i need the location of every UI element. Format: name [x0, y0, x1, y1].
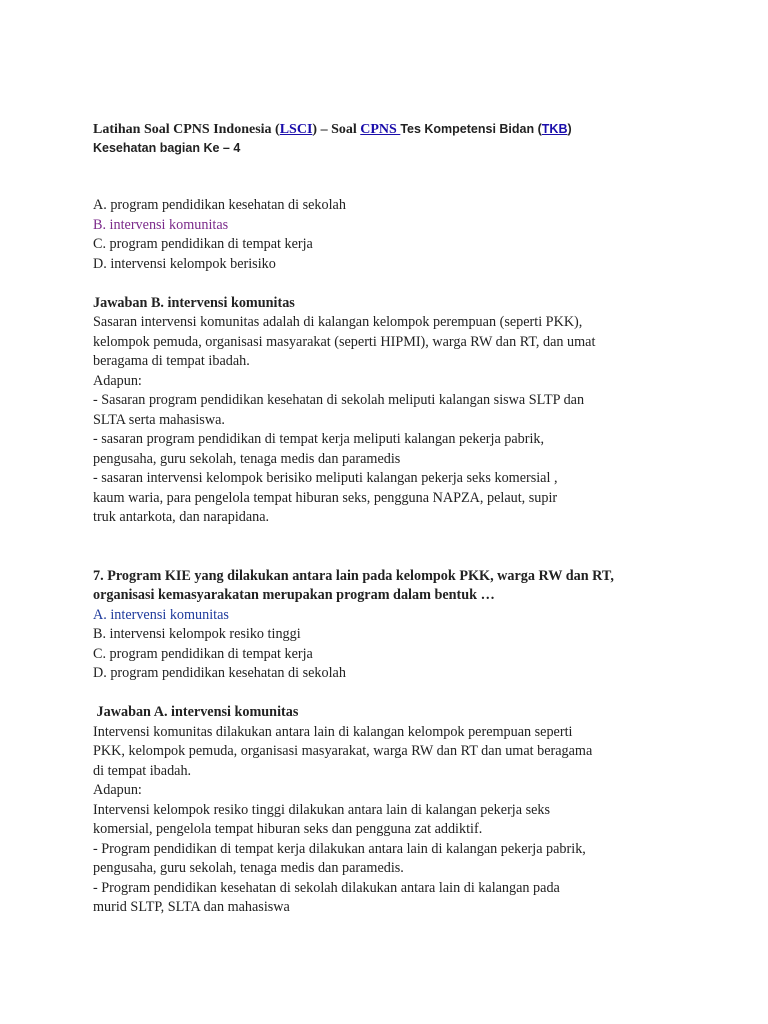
q7-explanation: [93, 723, 733, 918]
q6-explanation-line: kelompok pemuda, organisasi masyarakat (seperti HIPMI), warga RW dan RT, dan umat: [93, 333, 596, 350]
q7-explanation-line: di tempat ibadah.: [93, 762, 192, 779]
q6-explanation-line: kaum waria, para pengelola tempat hiburan seks, pengguna NAPZA, pelaut, supir: [93, 489, 558, 506]
q6-explanation-line: truk antarkota, dan narapidana.: [93, 509, 270, 525]
document-page: [93, 120, 733, 918]
title-text-1: Latihan Soal CPNS Indonesia (: [93, 122, 280, 137]
cpns-link[interactable]: CPNS: [360, 122, 401, 137]
q6-answer-title: Jawaban B. intervensi komunitas: [93, 294, 295, 311]
q7-option-a: A. intervensi komunitas: [93, 606, 229, 623]
q7-question-line: organisasi kemasyarakatan merupakan program dalam bentuk …: [93, 587, 495, 603]
q6-explanation-line: Sasaran intervensi komunitas adalah di kalangan kelompok perempuan (seperti PKK),: [93, 314, 583, 330]
document-title: [93, 120, 733, 139]
q7-question: [93, 567, 733, 606]
q7-explanation-line: murid SLTP, SLTA dan mahasiswa: [93, 899, 290, 915]
q7-explanation-line: Adapun:: [93, 782, 142, 798]
q7-question-line: 7. Program KIE yang dilakukan antara lain pada kelompok PKK, warga RW dan RT,: [93, 567, 614, 584]
tkb-link[interactable]: TKB: [541, 122, 568, 136]
q6-options: [93, 196, 733, 274]
title-text-2: ) – Soal: [312, 122, 361, 137]
q7-explanation-line: pengusaha, guru sekolah, tenaga medis dan paramedis.: [93, 860, 404, 876]
q7-answer-title: Jawaban A. intervensi komunitas: [93, 704, 299, 720]
q6-explanation: [93, 313, 733, 528]
q7-explanation-line: komersial, pengelola tempat hiburan seks dan pengguna zat addiktif.: [93, 821, 483, 837]
q7-explanation-line: Intervensi komunitas dilakukan antara lain di kalangan kelompok perempuan seperti: [93, 723, 573, 740]
q7-option-c: C. program pendidikan di tempat kerja: [93, 645, 313, 662]
q7-options: [93, 606, 733, 684]
q6-explanation-line: beragama di tempat ibadah.: [93, 353, 250, 369]
lsci-link[interactable]: LSCI: [279, 122, 313, 137]
title-text-4: ): [567, 122, 572, 136]
title-text-3: Tes Kompetensi Bidan (: [400, 122, 542, 136]
q6-explanation-line: - sasaran program pendidikan di tempat kerja meliputi kalangan pekerja pabrik,: [93, 431, 545, 447]
q6-explanation-line: SLTA serta mahasiswa.: [93, 411, 225, 428]
q6-explanation-line: pengusaha, guru sekolah, tenaga medis dan paramedis: [93, 450, 401, 467]
q7-explanation-line: PKK, kelompok pemuda, organisasi masyarakat, warga RW dan RT dan umat beragama: [93, 743, 593, 759]
document-subtitle: Kesehatan bagian Ke – 4: [93, 141, 241, 155]
q6-option-a: A. program pendidikan kesehatan di sekolah: [93, 197, 346, 213]
q6-option-d: D. intervensi kelompok berisiko: [93, 255, 276, 272]
q6-explanation-line: - sasaran intervensi kelompok berisiko meliputi kalangan pekerja seks komersial ,: [93, 470, 558, 486]
q6-option-c: C. program pendidikan di tempat kerja: [93, 236, 313, 252]
q6-explanation-line: Adapun:: [93, 372, 142, 389]
q7-option-b: B. intervensi kelompok resiko tinggi: [93, 626, 301, 642]
q7-explanation-line: - Program pendidikan di tempat kerja dilakukan antara lain di kalangan pekerja pabrik,: [93, 840, 586, 857]
q7-explanation-line: - Program pendidikan kesehatan di sekolah dilakukan antara lain di kalangan pada: [93, 879, 560, 896]
q7-option-d: D. program pendidikan kesehatan di sekolah: [93, 665, 346, 681]
q6-explanation-line: - Sasaran program pendidikan kesehatan di sekolah meliputi kalangan siswa SLTP dan: [93, 392, 585, 408]
q6-option-b: B. intervensi komunitas: [93, 216, 229, 233]
q7-explanation-line: Intervensi kelompok resiko tinggi dilakukan antara lain di kalangan pekerja seks: [93, 801, 551, 818]
